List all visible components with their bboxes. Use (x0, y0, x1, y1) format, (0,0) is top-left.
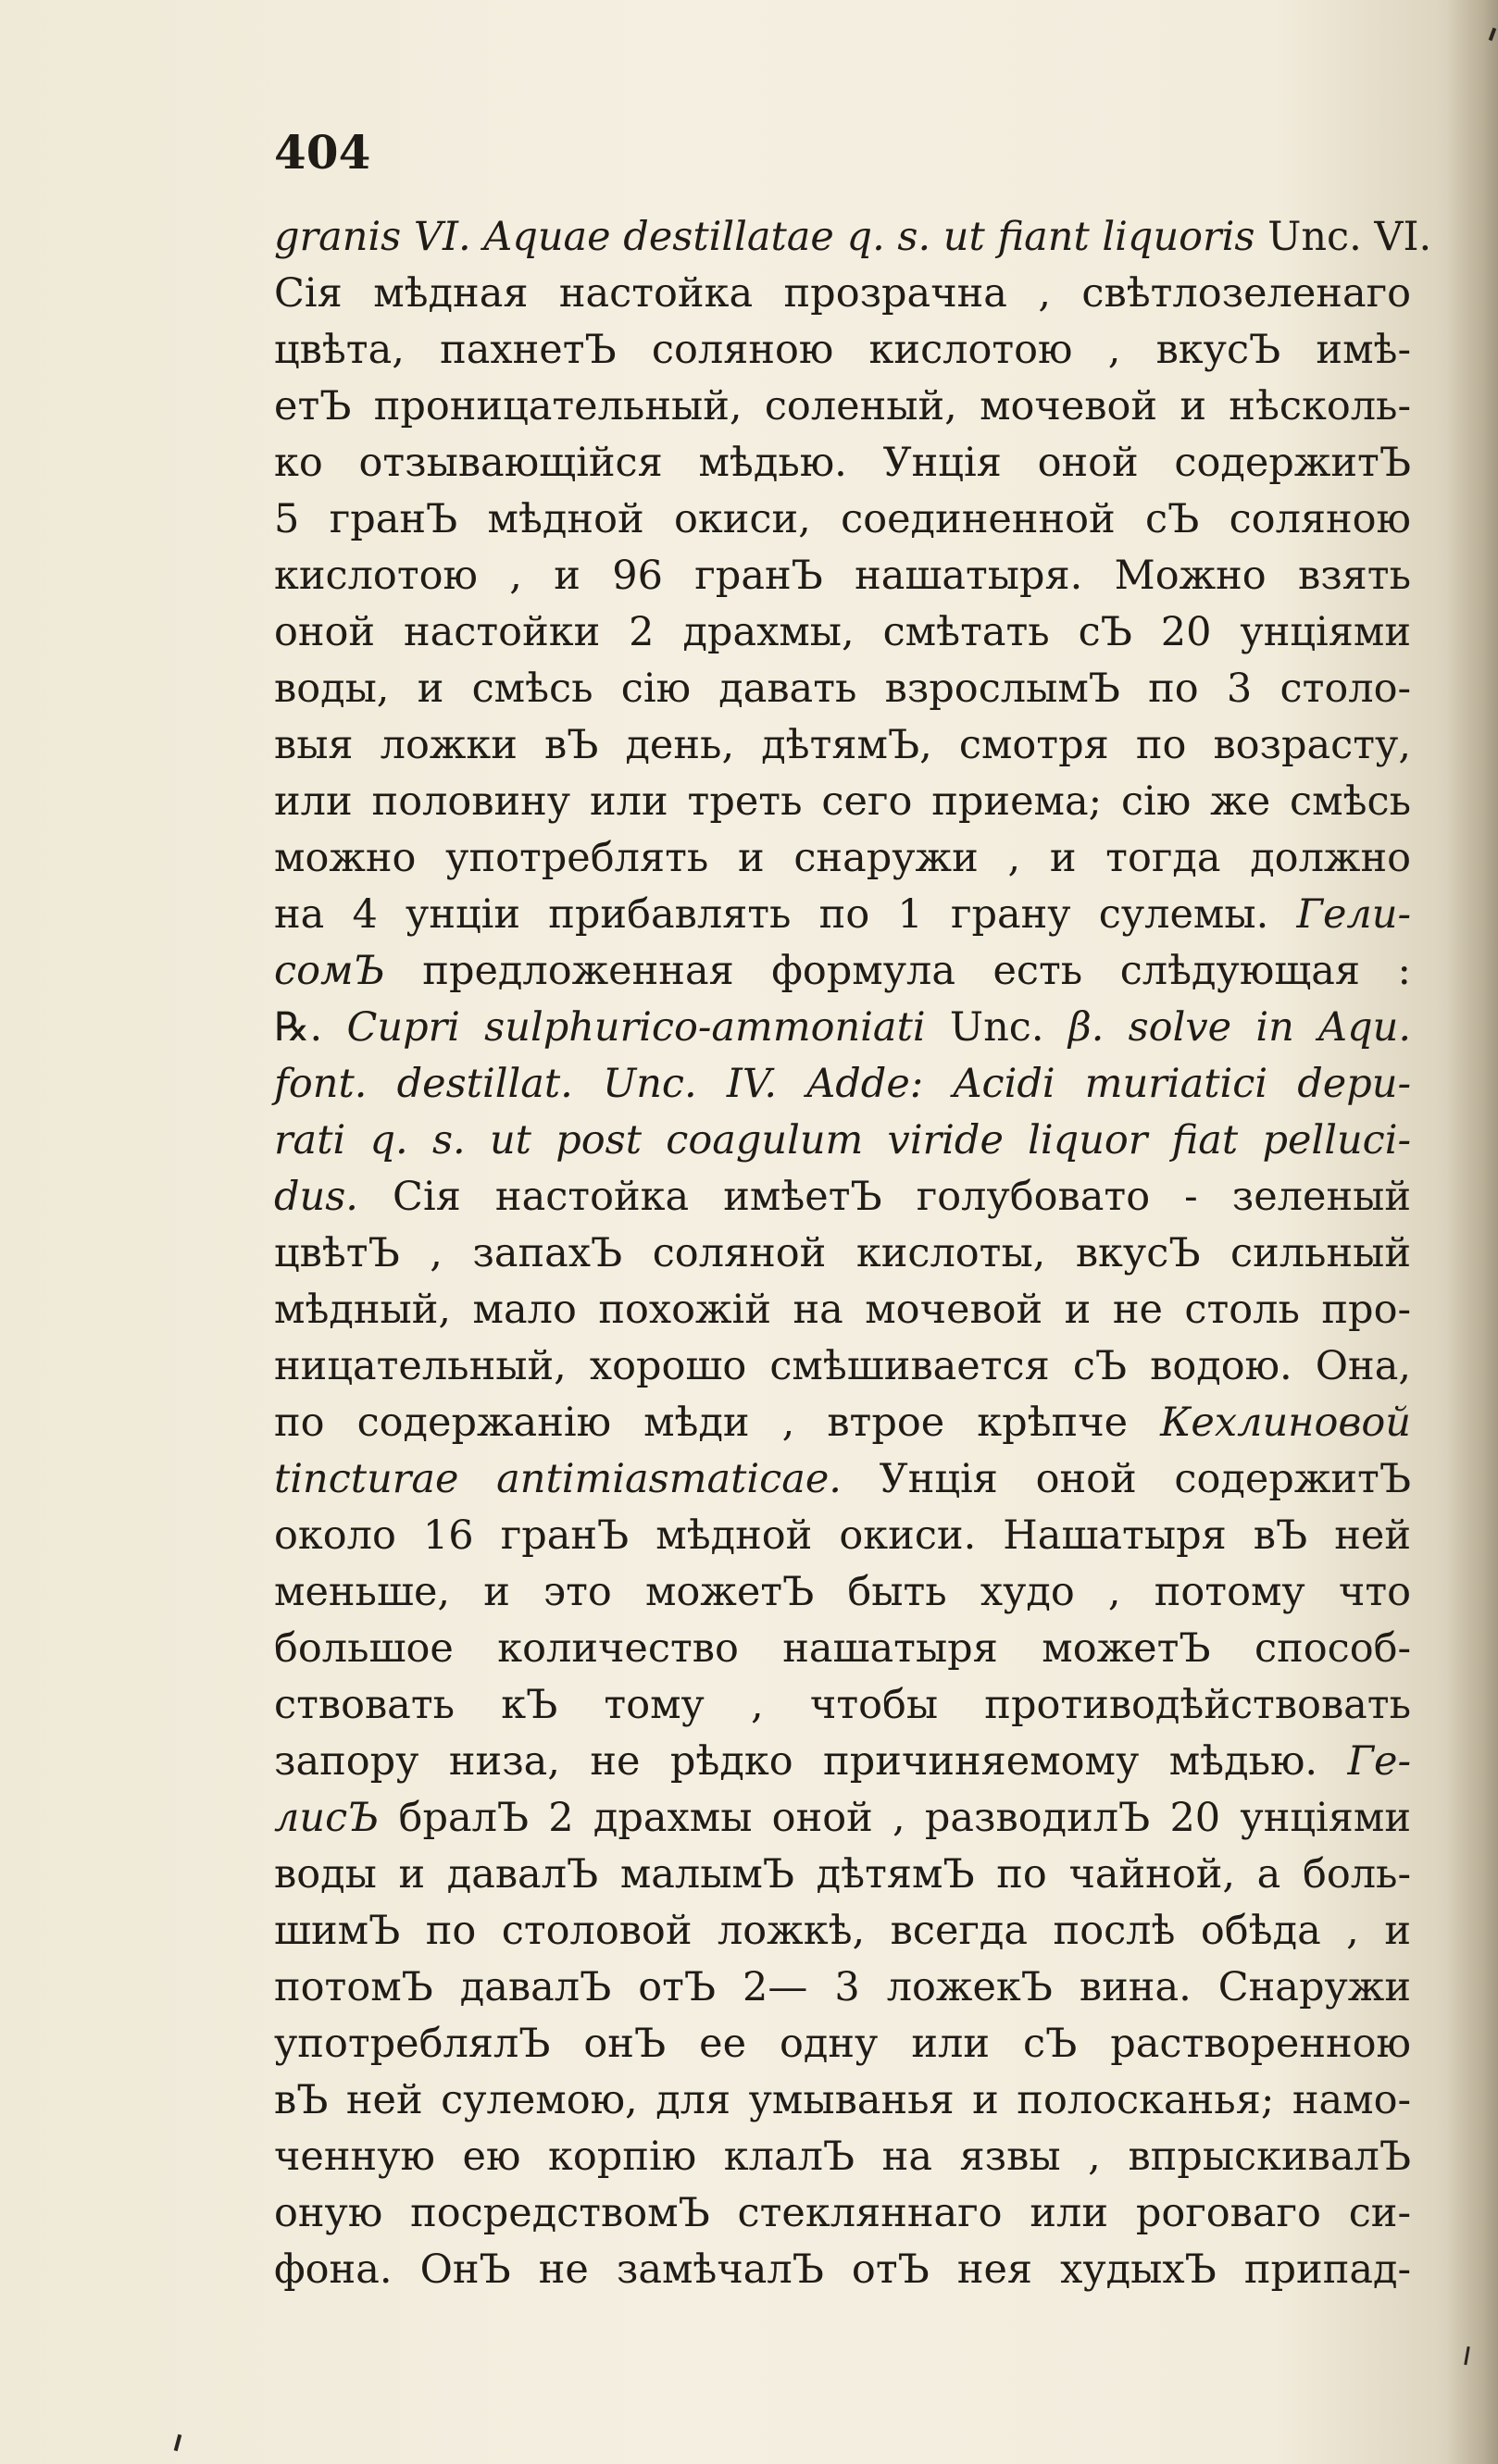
text-segment: Сія настойка имѣетЪ голубовато - зеленый (357, 1174, 1411, 1220)
text-line (274, 1564, 1411, 1621)
text-segment: воды и давалЪ малымЪ дѣтямЪ по чайной, а боль- (274, 1851, 1411, 1898)
text-segment: ствовать кЪ тому , чтобы противодѣйствовать (274, 1682, 1411, 1728)
text-segment: около 16 гранЪ мѣдной окиси. Нашатыря вЪ ней (274, 1512, 1411, 1559)
text-segment: шимЪ по столовой ложкѣ, всегда послѣ обѣда , и (274, 1908, 1411, 1954)
text-line (274, 1677, 1411, 1734)
text-segment: по содержанію мѣди , втрое крѣпче (274, 1400, 1161, 1446)
text-line (274, 2016, 1411, 2072)
text-line (274, 1451, 1411, 1508)
text-line (274, 661, 1411, 717)
text-segment: кислотою , и 96 гранЪ нашатыря. Можно взять (274, 553, 1411, 599)
text-segment: большое количество нашатыря можетЪ способ- (274, 1625, 1411, 1672)
page-edge-shadow (1447, 0, 1498, 2464)
text-line (274, 1169, 1411, 1226)
text-line (274, 1734, 1411, 1790)
text-line (274, 1395, 1411, 1451)
text-segment: меньше, и это можетЪ быть худо , потому что (274, 1569, 1411, 1615)
italic-text: β. solve in Aqu. (1067, 1004, 1411, 1051)
text-line (274, 1113, 1411, 1169)
text-segment: 5 гранЪ мѣдной окиси, соединенной сЪ соляною (274, 496, 1411, 542)
text-line (274, 1847, 1411, 1903)
text-line (274, 1621, 1411, 1677)
text-line (274, 322, 1411, 379)
italic-text: font. destillat. Unc. IV. Adde: Acidi muriatici depu- (274, 1061, 1411, 1107)
text-segment: ченную ею корпію клалЪ на язвы , впрыскивалЪ (274, 2134, 1411, 2180)
text-segment: оной настойки 2 драхмы, смѣтать сЪ 20 унціями (274, 609, 1411, 655)
text-line (274, 548, 1411, 604)
italic-text: Кехлиновой (1160, 1400, 1411, 1446)
text-line (274, 887, 1411, 943)
ink-mark (174, 2434, 182, 2451)
text-line (274, 1790, 1411, 1847)
text-segment: оную посредствомЪ стекляннаго или роговаго си- (274, 2190, 1411, 2236)
text-segment: бралЪ 2 драхмы оной , разводилЪ 20 унціями (379, 1795, 1411, 1841)
text-segment: запору низа, не рѣдко причиняемому мѣдью. (274, 1738, 1348, 1785)
text-segment: ℞. (274, 1004, 347, 1051)
text-line (274, 1903, 1411, 1960)
text-line (274, 604, 1411, 661)
text-line (274, 1508, 1411, 1564)
text-segment: цвѣта, пахнетЪ соляною кислотою , вкусЪ имѣ- (274, 327, 1411, 373)
text-segment: или половину или треть сего приема; сію же смѣсь (274, 778, 1411, 825)
text-line (274, 2185, 1411, 2242)
text-line (274, 2129, 1411, 2185)
text-segment: можно употреблять и снаружи , и тогда должно (274, 835, 1411, 881)
text-segment: етЪ проницательный, соленый, мочевой и нѣсколь- (274, 383, 1411, 429)
text-line (274, 2242, 1411, 2298)
italic-text: Cupri sulphurico-ammoniati (346, 1004, 926, 1051)
italic-text: лисЪ (274, 1795, 380, 1841)
text-line (274, 379, 1411, 435)
text-segment: предложенная формула есть слѣдующая : (384, 948, 1411, 994)
text-line (274, 830, 1411, 887)
italic-text: dus. (274, 1174, 358, 1220)
text-line (274, 717, 1411, 774)
italic-text: сомЪ (274, 948, 385, 994)
text-segment: воды, и смѣсь сію давать взрослымЪ по 3 столо- (274, 666, 1411, 712)
text-segment: Сія мѣдная настойка прозрачна , свѣтлозеленаго (274, 270, 1411, 317)
text-segment: вЪ ней сулемою, для умыванья и полосканья; намо- (274, 2077, 1411, 2123)
text-line (274, 943, 1411, 1000)
text-segment: потомЪ давалЪ отЪ 2— 3 ложекЪ вина. Снаружи (274, 1964, 1411, 2010)
text-segment: Унція оной содержитЪ (841, 1456, 1411, 1502)
text-line (274, 1338, 1411, 1395)
text-line (274, 1282, 1411, 1338)
italic-text: tincturae antimiasmaticae. (274, 1456, 842, 1502)
text-segment: Unc. (925, 1004, 1068, 1051)
italic-text: Ге- (1347, 1738, 1411, 1785)
text-line (274, 209, 1432, 266)
text-segment: фона. ОнЪ не замѣчалЪ отЪ нея худыхЪ припад- (274, 2246, 1411, 2293)
text-segment: мѣдный, мало похожій на мочевой и не столь про- (274, 1287, 1411, 1333)
text-line (274, 266, 1411, 322)
text-line (274, 492, 1411, 548)
italic-text: rati q. s. ut post coagulum viride liquor fiat pelluci- (274, 1117, 1411, 1164)
text-segment: Unc. VI. (1255, 214, 1432, 260)
text-segment: на 4 унціи прибавлять по 1 грану сулемы. (274, 891, 1297, 938)
italic-text: granis VI. Aquae destillatae q. s. ut fiant liquoris (274, 214, 1255, 260)
text-line (274, 1000, 1411, 1056)
text-segment: употреблялЪ онЪ ее одну или сЪ растворенною (274, 2021, 1411, 2067)
text-line (274, 435, 1411, 492)
text-line (274, 2072, 1411, 2129)
text-segment: цвѣтЪ , запахЪ соляной кислоты, вкусЪ сильный (274, 1230, 1411, 1276)
text-segment: ко отзывающійся мѣдью. Унція оной содержитЪ (274, 440, 1411, 486)
text-line (274, 1056, 1411, 1113)
page-number: 404 (274, 125, 371, 180)
text-segment: ницательный, хорошо смѣшивается сЪ водою. Она, (274, 1343, 1411, 1389)
text-line (274, 774, 1411, 830)
body-text (274, 209, 1432, 2298)
italic-text: Гели- (1296, 891, 1411, 938)
text-line (274, 1226, 1411, 1282)
text-segment: выя ложки вЪ день, дѣтямЪ, смотря по возрасту, (274, 722, 1411, 768)
text-line (274, 1960, 1411, 2016)
